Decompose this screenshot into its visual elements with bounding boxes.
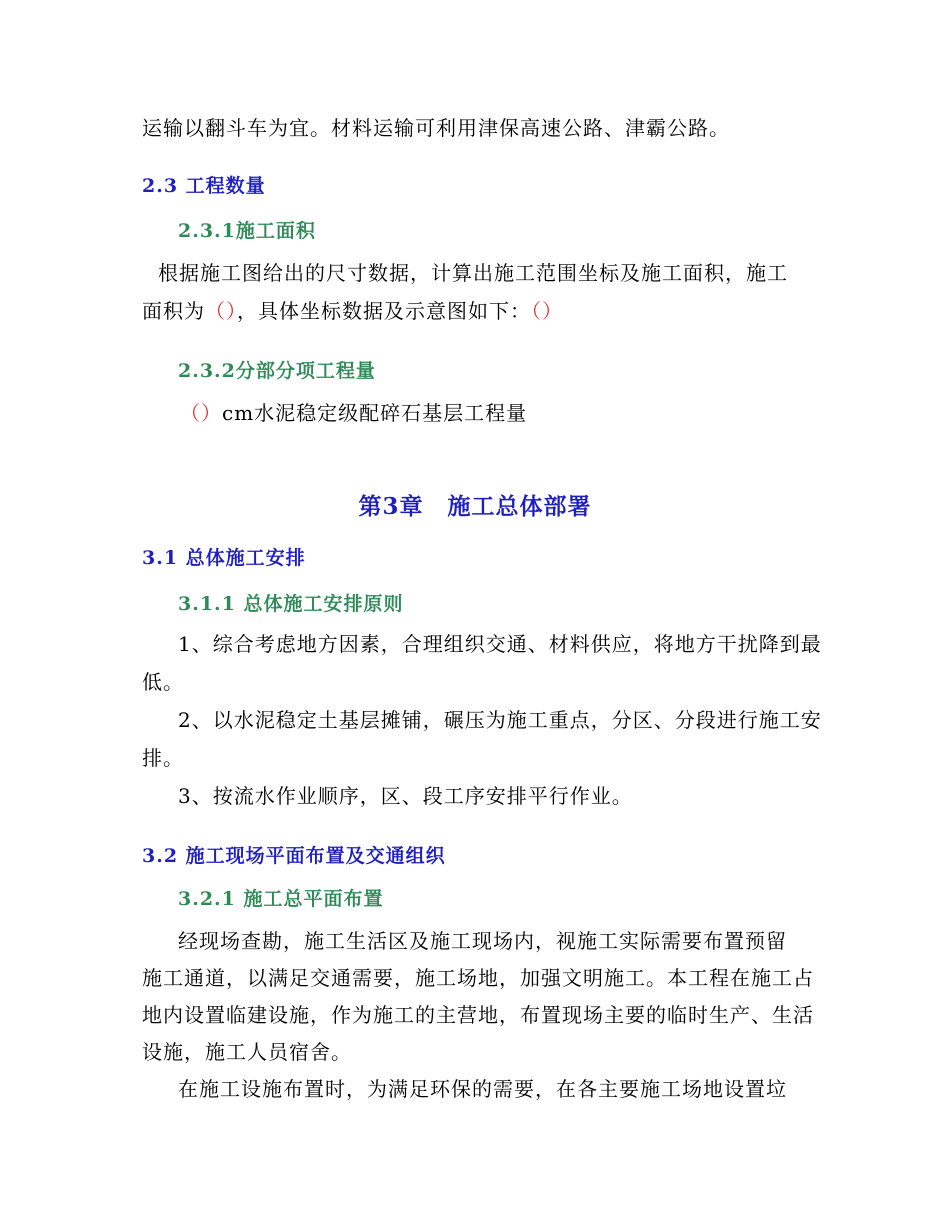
subsection-heading-3-1-1: 3.1.1 总体施工安排原则: [178, 593, 404, 615]
body-text-line: 在施工设施布置时，为满足环保的需要，在各主要施工场地设置垃: [178, 1077, 787, 1101]
subsection-heading-3-2-1: 3.2.1 施工总平面布置: [178, 888, 384, 910]
body-text-line: 地内设置临建设施，作为施工的主营地，布置现场主要的临时生产、生活: [142, 1003, 814, 1027]
body-text-line: [180, 394, 850, 432]
section-heading-3-2: 3.2 施工现场平面布置及交通组织: [142, 845, 446, 867]
text-fragment: ，具体坐标数据及示意图如下：: [237, 299, 531, 323]
body-text-line: 施工通道，以满足交通需要，施工场地，加强文明施工。本工程在施工占: [142, 966, 814, 990]
body-text-line: 1、综合考虑地方因素，合理组织交通、材料供应，将地方干扰降到最: [178, 632, 822, 656]
subsection-heading-2-3-2: 2.3.2分部分项工程量: [178, 360, 376, 382]
body-text-line: 运输以翻斗车为宜。材料运输可利用津保高速公路、津霸公路。: [142, 116, 730, 140]
body-text-line: 3、按流水作业顺序，区、段工序安排平行作业。: [178, 784, 633, 808]
subsection-heading-2-3-1: 2.3.1施工面积: [178, 220, 316, 242]
body-text-line: 经现场查勘，施工生活区及施工现场内，视施工实际需要布置预留: [178, 929, 787, 953]
body-text-line: [142, 292, 812, 330]
body-text-line: 低。: [142, 670, 184, 694]
chapter-title: 第3章 施工总体部署: [358, 493, 592, 520]
placeholder-marker: （）: [180, 401, 222, 425]
section-heading-3-1: 3.1 总体施工安排: [142, 547, 306, 569]
text-fragment: cm水泥稳定级配碎石基层工程量: [222, 401, 528, 425]
body-text-line: 设施，施工人员宿舍。: [142, 1040, 352, 1064]
placeholder-marker: （）: [531, 299, 563, 323]
body-text-line: 排。: [142, 746, 184, 770]
text-fragment: 面积为: [142, 299, 205, 323]
placeholder-marker: （）: [205, 299, 237, 323]
body-text-line: 根据施工图给出的尺寸数据，计算出施工范围坐标及施工面积，施工: [158, 261, 788, 285]
section-heading-2-3: 2.3 工程数量: [142, 175, 266, 197]
body-text-line: 2、以水泥稳定土基层摊铺，碾压为施工重点，分区、分段进行施工安: [178, 708, 822, 732]
